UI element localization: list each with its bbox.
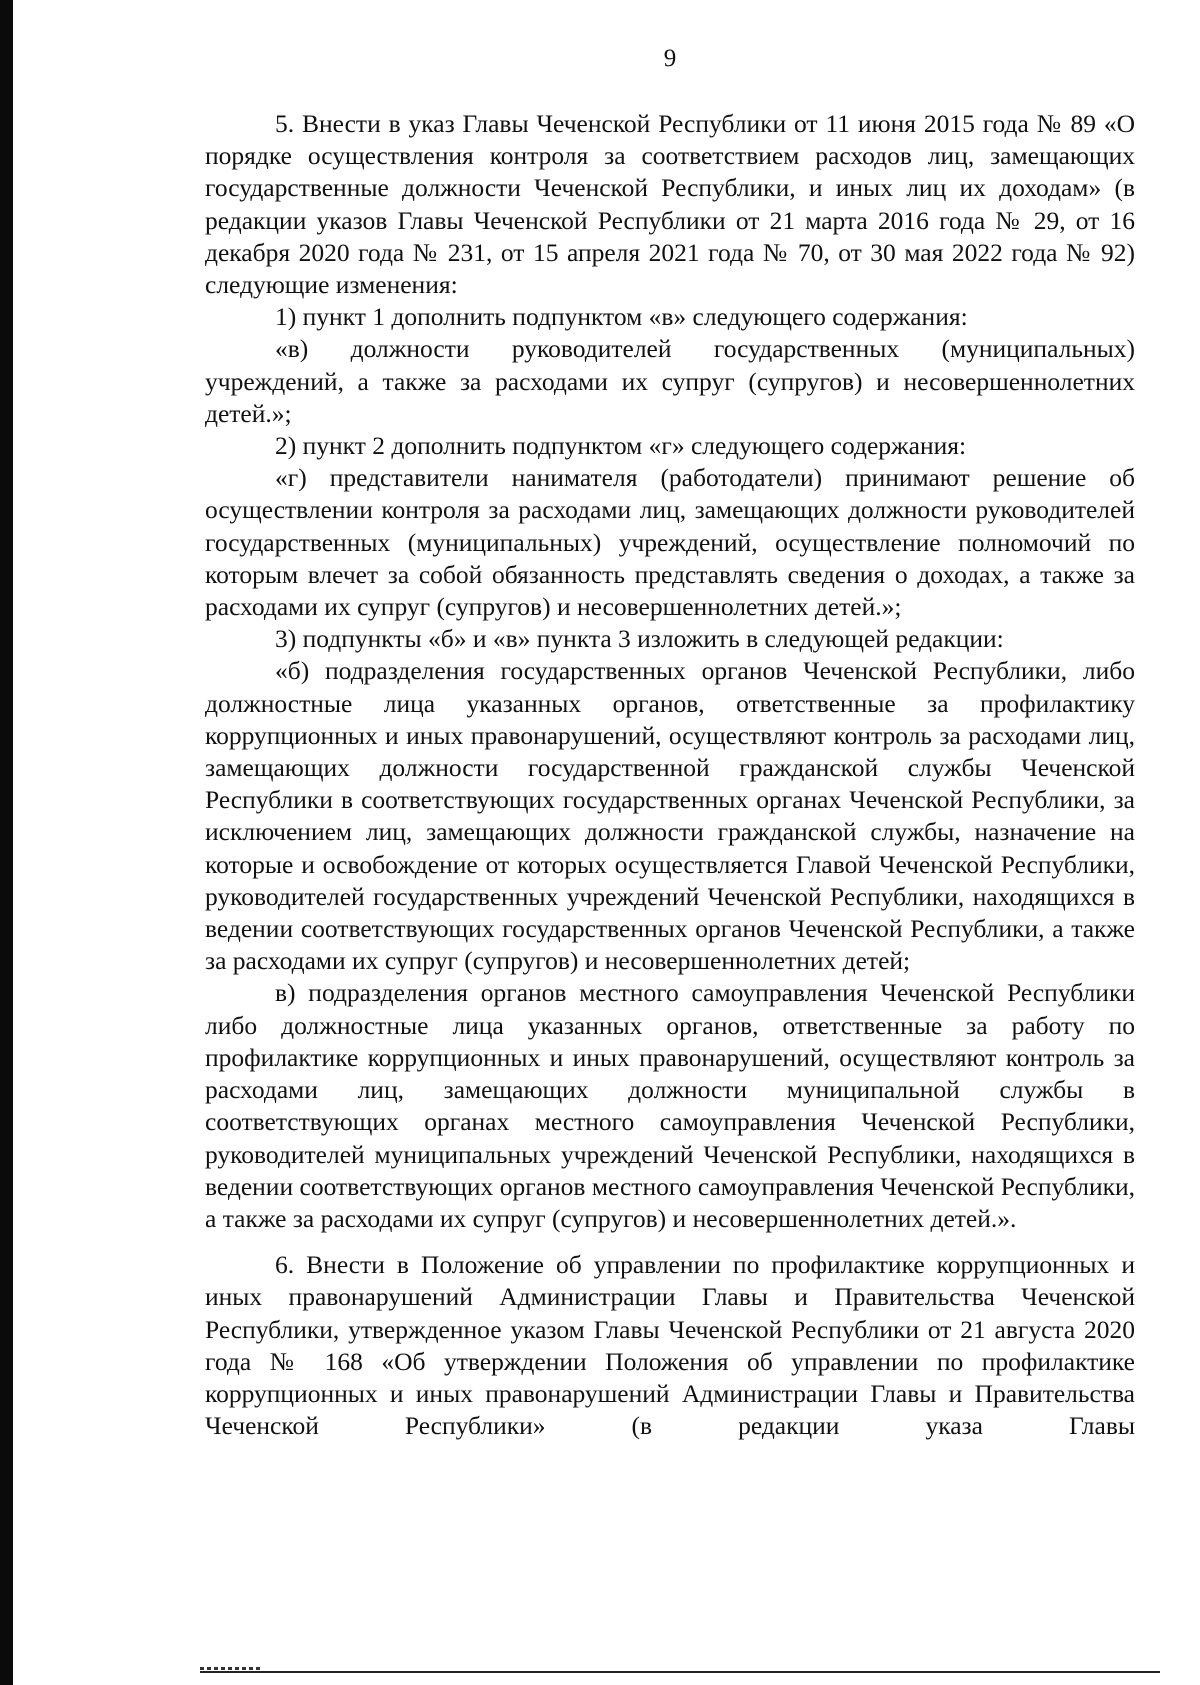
paragraph-subitem-3: 3) подпункты «б» и «в» пункта 3 изложить в следующей редакции: — [275, 624, 1004, 654]
paragraph-subitem-1-text: «в) должности руководителей государственных (муниципальных) учреждений, а также за расходами их супруг (супругов) и несовершеннолетних детей.»; — [205, 334, 1135, 428]
paragraph-subitem-3-b-text: «б) подразделения государственных органов Чеченской Республики, либо должностные лица указанных органов, ответственные за профилактику коррупционных и иных правонарушений, осуществляют контроль за расходами лиц, замещающих должности государственной гражданской службы Чеченской Республики в соответствующих государственных органах Чеченской Республики, за исключением лиц, замещающих должности гражданской службы, назначение на которые и освобождение от которых осуществляется Главой Чеченской Республики, руководителей государственных учреждений Чеченской Республики, находящихся в ведении соответствующих государственных органов Чеченской Республики, а также за расходами их супруг (супругов) и несовершеннолетних детей; — [205, 656, 1135, 976]
document-body — [205, 108, 1135, 1442]
paragraph-subitem-2-text: «г) представители нанимателя (работодатели) принимают решение об осуществлении контроля за расходами лиц, замещающих должности руководителей государственных (муниципальных) учреждений, осуществление полномочий по которым влечет за собой обязанность представлять сведения о доходах, а также за расходами их супруг (супругов) и несовершеннолетних детей.»; — [205, 463, 1135, 622]
paragraph-subitem-1: 1) пункт 1 дополнить подпунктом «в» следующего содержания: — [275, 302, 968, 332]
footer-scan-mark — [200, 1667, 260, 1670]
paragraph-item-6-intro: 6. Внести в Положение об управлении по профилактике коррупционных и иных правонарушений Администрации Главы и Правительства Чеченской Республики, утвержденное указом Главы Чеченской Республики от 21 августа 2020 года № 168 «Об утверждении Положения об управлении по профилактике коррупционных и иных правонарушений Администрации Главы и Правительства Чеченской Республики» (в редакции указа Главы — [205, 1250, 1135, 1441]
paragraph-subitem-2: 2) пункт 2 дополнить подпунктом «г» следующего содержания: — [275, 431, 967, 461]
footer-rule — [200, 1671, 1160, 1673]
page-number: 9 — [663, 45, 677, 72]
paragraph-item-5-intro: 5. Внести в указ Главы Чеченской Республики от 11 июня 2015 года № 89 «О порядке осуществления контроля за соответствием расходов лиц, замещающих государственные должности Чеченской Республики, и иных лиц их доходам» (в редакции указов Главы Чеченской Республики от 21 марта 2016 года № 29, от 16 декабря 2020 года № 231, от 15 апреля 2021 года № 70, от 30 мая 2022 года № 92) следующие изменения: — [205, 109, 1135, 300]
paragraph-subitem-3-v-text: в) подразделения органов местного самоуправления Чеченской Республики либо должностные лица указанных органов, ответственные за работу по профилактике коррупционных и иных правонарушений, осуществляют контроль за расходами лиц, замещающих должности муниципальной службы в соответствующих органах местного самоуправления Чеченской Республики, руководителей муниципальных учреждений Чеченской Республики, находящихся в ведении соответствующих органов местного самоуправления Чеченской Республики, а также за расходами их супруг (супругов) и несовершеннолетних детей.». — [205, 978, 1135, 1233]
scan-edge-shadow — [0, 0, 13, 1685]
